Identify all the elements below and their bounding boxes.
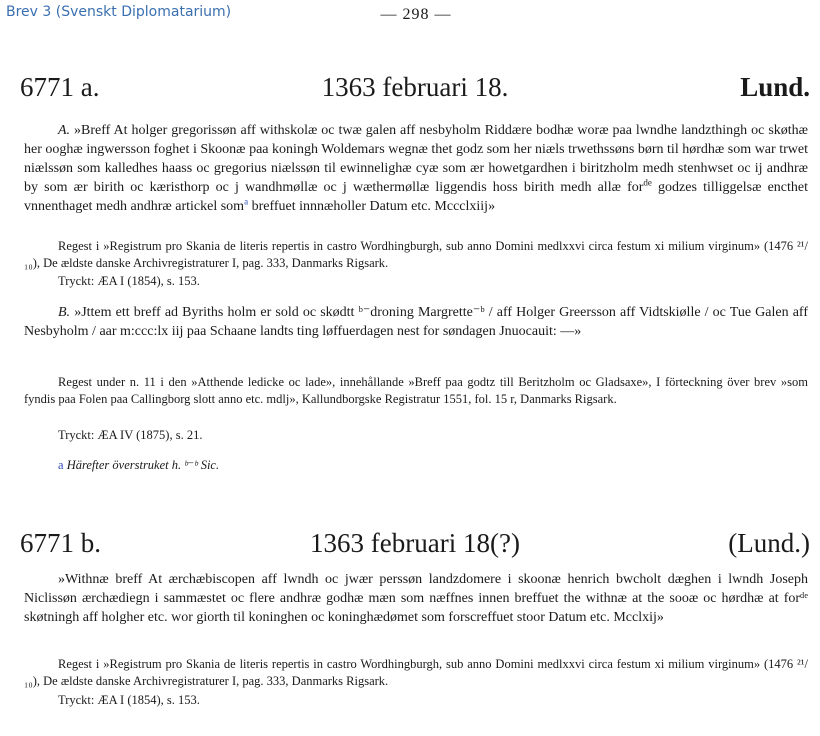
entry-b-heading [20, 528, 810, 562]
text-a-tail: breffuet innnæholler Datum etc. Mccclxiij» [248, 199, 496, 214]
page-number: — 298 — [380, 6, 452, 23]
entry-a-date: 1363 februari 18. [321, 72, 509, 102]
text-a-end: godzes tilliggelsæ encthet vnnenthaget medh andhræ artickel som [24, 180, 808, 214]
entry-b-text: »Withnæ breff At ærchæbiscopen aff lwndh oc jwær perssøn landzdomere i skoonæ henrich bwcholt dæghen i lwndh Joseph Niclissøn ærchædiegn i sammæstet oc flere andhræ godhæ mæn som næffnes innen breffuet the withnæ at the sooæ oc hørdhæ at forᵈᵉ skøtningh aff holgher etc. wor giorth til koninghen oc koninghædømet som forscreffuet stoor Datum etc. Mcclxij» [24, 572, 808, 625]
entry-a-tryckt-2: Tryckt: ÆA IV (1875), s. 21. [58, 428, 203, 442]
entry-a-text-a [24, 121, 808, 216]
footnote-mark: a [58, 458, 64, 472]
text-a-label: A. [58, 123, 71, 138]
entry-b-place: (Lund.) [728, 528, 810, 558]
text-b-label: B. [58, 305, 71, 320]
entry-a-regest-2: Regest under n. 11 i den »Atthende ledicke oc lade», innehållande »Breff paa godtz till Beritzholm oc Gladsaxe», I förteckning över brev »som fyndis paa Folen paa Callingborg slott anno etc. mdlj», Kallundborgske Registratur 1551, fol. 15 r, Danmarks Rigsark. [24, 375, 808, 406]
entry-b-regest: Regest i »Registrum pro Skania de literis repertis in castro Wordhingburgh, sub anno Domini medlxxvi circa festum xi milium virginum» (1476 ²¹/₁₀), De ældste danske Archivregistraturer I, pag. 333, Danmarks Rigsark. [24, 657, 808, 688]
text-a-body: »Breff At holger gregorissøn aff withskolæ oc twæ galen aff nesbyholm Riddære bodhæ woræ paa lwndhe landzthingh oc skøthæ her ooghæ ingwersson foghet i Skoonæ paa koningh Woldemars wegnæ thet godz som her niæls trwethssøns børn til hørdhæ som war trwet niælssøn som kalledhes haass oc gregorius niælssøn til ewinnelighæ cyæ som ær howetgardhen i biritzholm medh stenhwset oc ij andhræ by som ær birith oc kæristhorp oc j wandhmøllæ oc j wæthermøllæ liggendis hoss birith medh allæ for [24, 123, 808, 195]
entry-b-number: 6771 b. [20, 528, 101, 558]
document-label: Brev 3 (Svenskt Diplomatarium) [6, 4, 232, 20]
entry-a-text-b [24, 303, 808, 341]
entry-a-tryckt-1: Tryckt: ÆA I (1854), s. 153. [58, 274, 200, 288]
text-a-sup: de [643, 177, 652, 188]
entry-a-regest-1: Regest i »Registrum pro Skania de literis repertis in castro Wordhingburgh, sub anno Domini medlxxvi circa festum xi milium virginum» (1476 ²¹/₁₀), De ældste danske Archivregistraturer I, pag. 333, Danmarks Rigsark. [24, 239, 808, 270]
entry-a-place: Lund. [740, 72, 810, 102]
entry-a-footnote [24, 457, 808, 474]
entry-b-tryckt: Tryckt: ÆA I (1854), s. 153. [58, 693, 200, 707]
entry-b-date: 1363 februari 18(?) [310, 528, 520, 558]
text-a-footnote-mark: a [244, 196, 249, 207]
footnote-text: Härefter överstruket h. ᵇ⁻ᵇ Sic. [63, 458, 220, 472]
text-b-body: »Jttem ett breff ad Byriths holm er sold oc skødtt ᵇ⁻droning Margrette⁻ᵇ / aff Holger Greersson aff Vidtskiølle / oc Tue Galen aff Nesbyholm / aar m:ccc:lx iij paa Schaane landts ting løffuerdagen nest for søndagen Jnuocauit: —» [24, 305, 808, 339]
entry-a-heading [20, 72, 810, 106]
entry-a-number: 6771 a. [20, 72, 100, 102]
